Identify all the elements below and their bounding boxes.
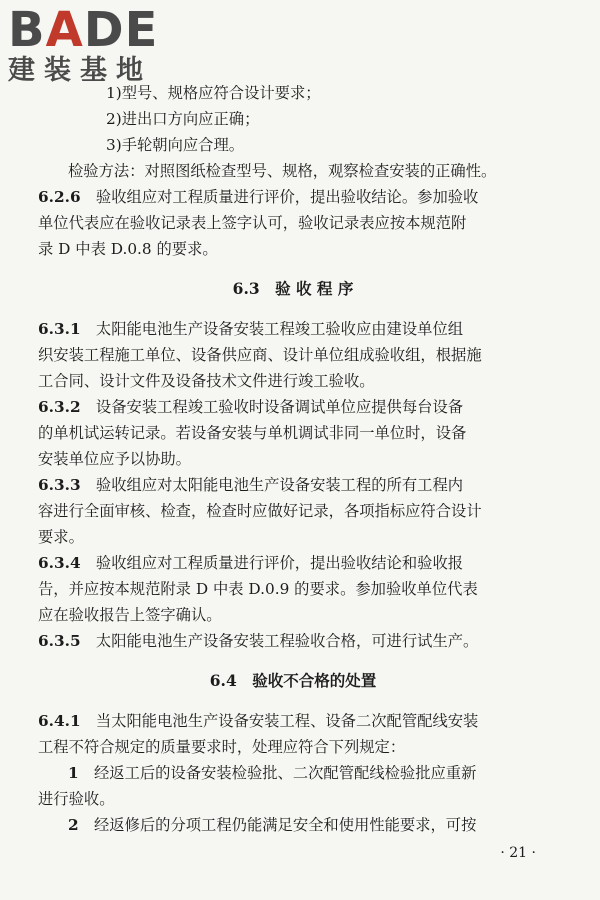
clause-line: 容进行全面审核、检查，检查时应做好记录，各项指标应符合设计 (38, 502, 482, 520)
section-heading-6-3: 6.3 验 收 程 序 (232, 279, 354, 298)
clause-line: 录 D 中表 D.0.8 的要求。 (38, 240, 218, 258)
inspection-method: 检验方法：对照图纸检查型号、规格，观察检查安装的正确性。 (68, 162, 497, 180)
clause-line: 工合同、设计文件及设备技术文件进行竣工验收。 (38, 372, 375, 390)
clause-line: 织安装工程施工单位、设备供应商、设计单位组成验收组，根据施 (38, 346, 482, 364)
clause-line: 工程不符合规定的质量要求时，处理应符合下列规定： (38, 738, 406, 756)
clause-text: 验收组应对工程质量进行评价，提出验收结论和验收报 (95, 554, 464, 572)
item-1 (38, 760, 548, 786)
item-2 (38, 812, 548, 838)
clause-6-3-5 (38, 628, 548, 654)
clause-text: 验收组应对太阳能电池生产设备安装工程的所有工程内 (95, 476, 464, 494)
clause-line: 应在验收报告上签字确认。 (38, 606, 222, 624)
clause-6-3-2 (38, 394, 548, 420)
logo-letter-b: B (8, 2, 46, 58)
clause-6-3-1 (38, 316, 548, 342)
logo-letter-a: A (45, 2, 84, 58)
clause-6-3-3 (38, 472, 548, 498)
clause-text: 太阳能电池生产设备安装工程竣工验收应由建设单位组 (95, 320, 464, 338)
item-line: 进行验收。 (38, 790, 115, 808)
clause-text: 太阳能电池生产设备安装工程验收合格，可进行试生产。 (95, 632, 479, 650)
clause-line: 安装单位应予以协助。 (38, 450, 191, 468)
clause-6-4-1 (38, 708, 548, 734)
list-item: 1)型号、规格应符合设计要求； (106, 84, 321, 102)
logo-letters-de: DE (83, 2, 159, 58)
clause-line: 要求。 (38, 528, 84, 546)
item-number: 1 (68, 764, 79, 782)
clause-line: 告，并应按本规范附录 D 中表 D.0.9 的要求。参加验收单位代表 (38, 580, 478, 598)
document-body (38, 80, 548, 838)
clause-number: 6.3.2 (38, 398, 81, 416)
clause-number: 6.2.6 (38, 188, 81, 206)
clause-text: 当太阳能电池生产设备安装工程、设备二次配管配线安装 (95, 712, 479, 730)
clause-text: 验收组应对工程质量进行评价，提出验收结论。参加验收 (95, 188, 479, 206)
clause-6-2-6 (38, 184, 548, 210)
section-heading-6-4: 6.4 验收不合格的处置 (209, 671, 377, 690)
item-text: 经返修后的分项工程仍能满足安全和使用性能要求，可按 (93, 816, 477, 834)
clause-number: 6.3.5 (38, 632, 81, 650)
page-number: · 21 · (500, 845, 536, 861)
clause-line: 单位代表应在验收记录表上签字认可，验收记录表应按本规范附 (38, 214, 467, 232)
logo-wordmark (8, 4, 178, 56)
list-item: 2)进出口方向应正确； (106, 110, 260, 128)
clause-6-3-4 (38, 550, 548, 576)
item-number: 2 (68, 816, 79, 834)
list-item: 3)手轮朝向应合理。 (106, 136, 245, 154)
clause-number: 6.3.1 (38, 320, 81, 338)
clause-number: 6.4.1 (38, 712, 81, 730)
clause-number: 6.3.4 (38, 554, 81, 572)
bade-logo (8, 4, 178, 88)
clause-text: 设备安装工程竣工验收时设备调试单位应提供每台设备 (95, 398, 464, 416)
clause-line: 的单机试运转记录。若设备安装与单机调试非同一单位时，设备 (38, 424, 467, 442)
clause-number: 6.3.3 (38, 476, 81, 494)
item-text: 经返工后的设备安装检验批、二次配管配线检验批应重新 (93, 764, 477, 782)
logo-cjk-text: 建装基地 (8, 55, 152, 86)
